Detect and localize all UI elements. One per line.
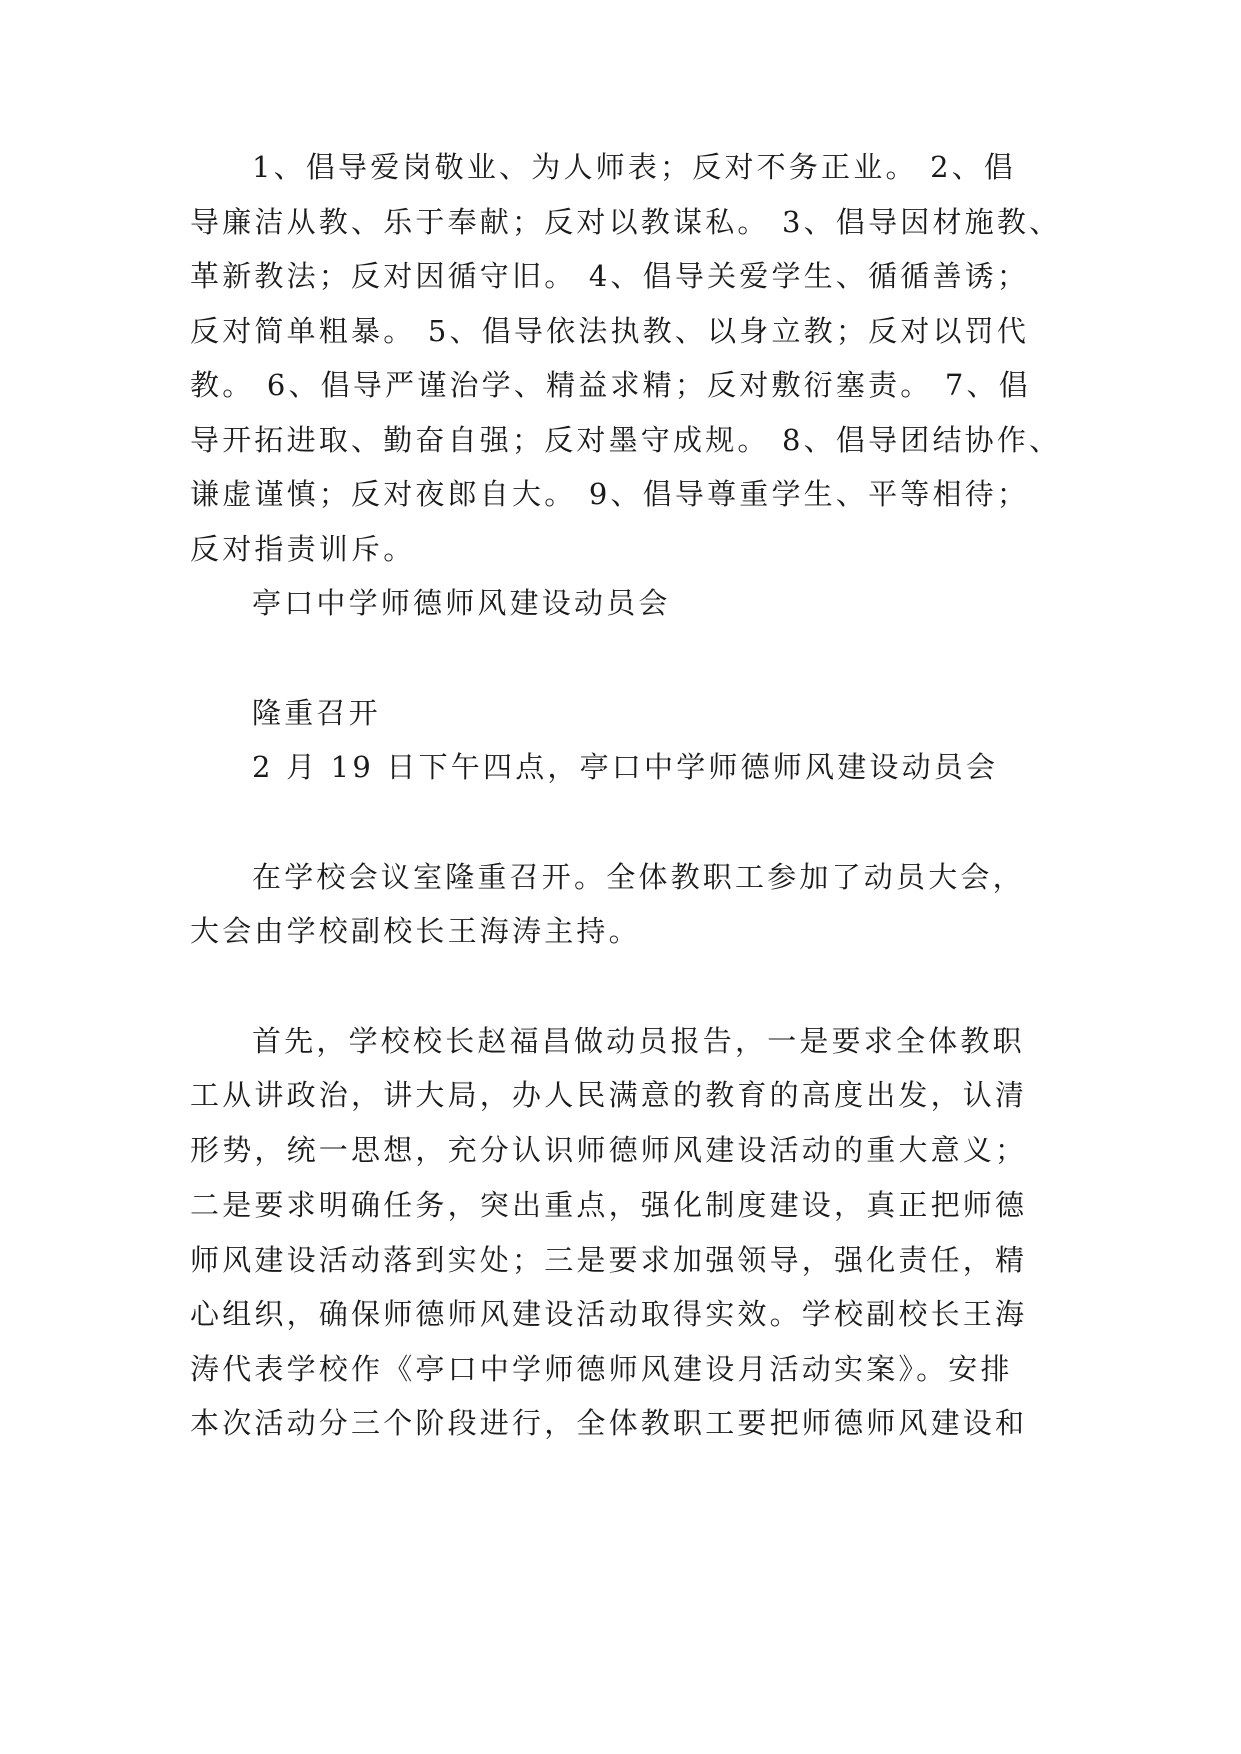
text-line: 导廉洁从教、乐于奉献；反对以教谋私。 3、倡导因材施教、 <box>190 205 1062 239</box>
text-line: 首先，学校校长赵福昌做动员报告，一是要求全体教职 <box>252 1024 1025 1058</box>
text-line: 谦虚谨慎；反对夜郎自大。 9、倡导尊重学生、平等相待； <box>190 477 1030 511</box>
text-line: 大会由学校副校长王海涛主持。 <box>190 914 641 948</box>
text-line: 反对简单粗暴。 5、倡导依法执教、以身立教；反对以罚代 <box>190 314 1030 348</box>
text-line: 二是要求明确任务，突出重点，强化制度建设，真正把师德 <box>190 1188 1028 1222</box>
section-heading: 隆重召开 <box>252 696 381 730</box>
text-line: 导开拓进取、勤奋自强；反对墨守成规。 8、倡导团结协作、 <box>190 423 1062 457</box>
text-line: 工从讲政治，讲大局，办人民满意的教育的高度出发，认清 <box>190 1078 1028 1112</box>
text-line: 1、倡导爱岗敬业、为人师表；反对不务正业。 2、倡 <box>252 150 1017 184</box>
text-line: 师风建设活动落到实处；三是要求加强领导，强化责任，精 <box>190 1243 1028 1277</box>
text-line: 本次活动分三个阶段进行，全体教职工要把师德师风建设和 <box>190 1406 1028 1440</box>
text-line: 革新教法；反对因循守旧。 4、倡导关爱学生、循循善诱； <box>190 259 1030 293</box>
section-heading: 亭口中学师德师风建设动员会 <box>252 586 671 620</box>
text-line: 形势，统一思想，充分认识师德师风建设活动的重大意义； <box>190 1133 1028 1167</box>
text-line: 反对指责训斥。 <box>190 532 416 566</box>
text-line: 教。 6、倡导严谨治学、精益求精；反对敷衍塞责。 7、倡 <box>190 368 1031 402</box>
text-line: 涛代表学校作《亭口中学师德师风建设月活动实案》。安排 <box>190 1352 1013 1386</box>
text-line: 心组织，确保师德师风建设活动取得实效。学校副校长王海 <box>190 1297 1028 1331</box>
text-line: 2 月 19 日下午四点，亭口中学师德师风建设动员会 <box>252 750 999 784</box>
text-line: 在学校会议室隆重召开。全体教职工参加了动员大会， <box>252 860 1025 894</box>
